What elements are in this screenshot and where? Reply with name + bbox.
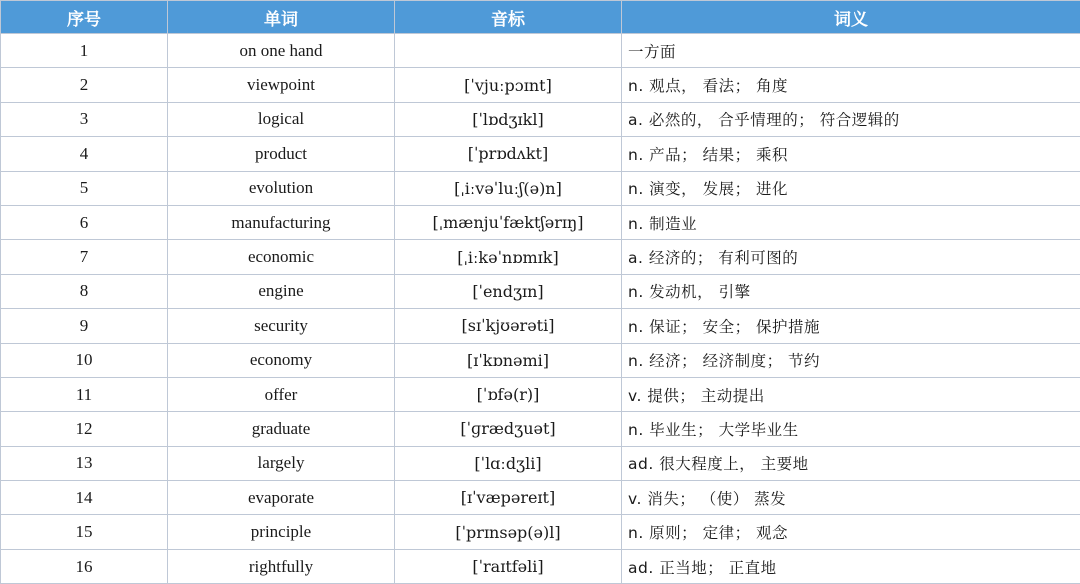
row-meaning: n. 发动机， 引擎 (622, 274, 1080, 308)
row-index: 10 (1, 343, 168, 377)
row-index: 1 (1, 34, 168, 68)
row-index: 5 (1, 171, 168, 205)
row-phonetic: [ˈlɒdʒɪkl] (395, 102, 622, 136)
row-index: 2 (1, 68, 168, 102)
row-phonetic: [sɪˈkjʊərəti] (395, 309, 622, 343)
table-row (1, 171, 1080, 205)
table-row (1, 515, 1080, 549)
row-word: graduate (168, 412, 395, 446)
table-row (1, 377, 1080, 411)
row-index: 12 (1, 412, 168, 446)
row-index: 16 (1, 549, 168, 583)
row-index: 15 (1, 515, 168, 549)
row-phonetic: [ˌmænjuˈfæktʃərɪŋ] (395, 205, 622, 239)
row-phonetic: [ˈlɑːdʒli] (395, 446, 622, 480)
row-phonetic: [ˈɒfə(r)] (395, 377, 622, 411)
row-word: largely (168, 446, 395, 480)
table-row (1, 102, 1080, 136)
row-word: logical (168, 102, 395, 136)
table-row (1, 446, 1080, 480)
row-meaning: n. 毕业生； 大学毕业生 (622, 412, 1080, 446)
row-index: 11 (1, 377, 168, 411)
row-index: 13 (1, 446, 168, 480)
row-phonetic: [ˌiːvəˈluːʃ(ə)n] (395, 171, 622, 205)
row-meaning: ad. 很大程度上， 主要地 (622, 446, 1080, 480)
row-index: 8 (1, 274, 168, 308)
row-meaning: n. 保证； 安全； 保护措施 (622, 309, 1080, 343)
table-row (1, 343, 1080, 377)
row-meaning: v. 消失； （使） 蒸发 (622, 481, 1080, 515)
table-row (1, 137, 1080, 171)
row-index: 4 (1, 137, 168, 171)
table-row (1, 412, 1080, 446)
row-meaning: ad. 正当地； 正直地 (622, 549, 1080, 583)
row-phonetic: [ˈraɪtfəli] (395, 549, 622, 583)
table-row (1, 309, 1080, 343)
row-word: evolution (168, 171, 395, 205)
header-phonetic: 音标 (395, 1, 622, 34)
row-phonetic: [ˌiːkəˈnɒmɪk] (395, 240, 622, 274)
row-meaning: n. 制造业 (622, 205, 1080, 239)
row-index: 9 (1, 309, 168, 343)
row-phonetic: [ˈendʒɪn] (395, 274, 622, 308)
table-row (1, 274, 1080, 308)
row-word: principle (168, 515, 395, 549)
row-phonetic: [ˈvjuːpɔɪnt] (395, 68, 622, 102)
row-phonetic (395, 34, 622, 68)
row-word: rightfully (168, 549, 395, 583)
row-word: on one hand (168, 34, 395, 68)
row-meaning: n. 观点， 看法； 角度 (622, 68, 1080, 102)
table-header (1, 1, 1080, 34)
header-meaning: 词义 (622, 1, 1080, 34)
table-row (1, 240, 1080, 274)
row-meaning: n. 产品； 结果； 乘积 (622, 137, 1080, 171)
row-word: evaporate (168, 481, 395, 515)
row-word: security (168, 309, 395, 343)
header-row (1, 1, 1080, 34)
row-word: economic (168, 240, 395, 274)
table-row (1, 34, 1080, 68)
row-meaning: n. 原则； 定律； 观念 (622, 515, 1080, 549)
row-phonetic: [ˈɡrædʒuət] (395, 412, 622, 446)
row-meaning: a. 必然的， 合乎情理的； 符合逻辑的 (622, 102, 1080, 136)
table-body (1, 34, 1080, 584)
row-word: engine (168, 274, 395, 308)
row-word: viewpoint (168, 68, 395, 102)
header-word: 单词 (168, 1, 395, 34)
row-meaning: n. 经济； 经济制度； 节约 (622, 343, 1080, 377)
row-word: economy (168, 343, 395, 377)
table-row (1, 549, 1080, 583)
row-meaning: a. 经济的； 有利可图的 (622, 240, 1080, 274)
row-index: 7 (1, 240, 168, 274)
row-index: 6 (1, 205, 168, 239)
row-phonetic: [ɪˈkɒnəmi] (395, 343, 622, 377)
row-phonetic: [ˈprɪnsəp(ə)l] (395, 515, 622, 549)
row-word: manufacturing (168, 205, 395, 239)
table-row (1, 68, 1080, 102)
table-row (1, 205, 1080, 239)
row-index: 14 (1, 481, 168, 515)
row-index: 3 (1, 102, 168, 136)
row-meaning: v. 提供； 主动提出 (622, 377, 1080, 411)
row-word: product (168, 137, 395, 171)
row-meaning: n. 演变， 发展； 进化 (622, 171, 1080, 205)
row-meaning: 一方面 (622, 34, 1080, 68)
row-word: offer (168, 377, 395, 411)
table-row (1, 481, 1080, 515)
row-phonetic: [ˈprɒdʌkt] (395, 137, 622, 171)
header-index: 序号 (1, 1, 168, 34)
row-phonetic: [ɪˈvæpəreɪt] (395, 481, 622, 515)
